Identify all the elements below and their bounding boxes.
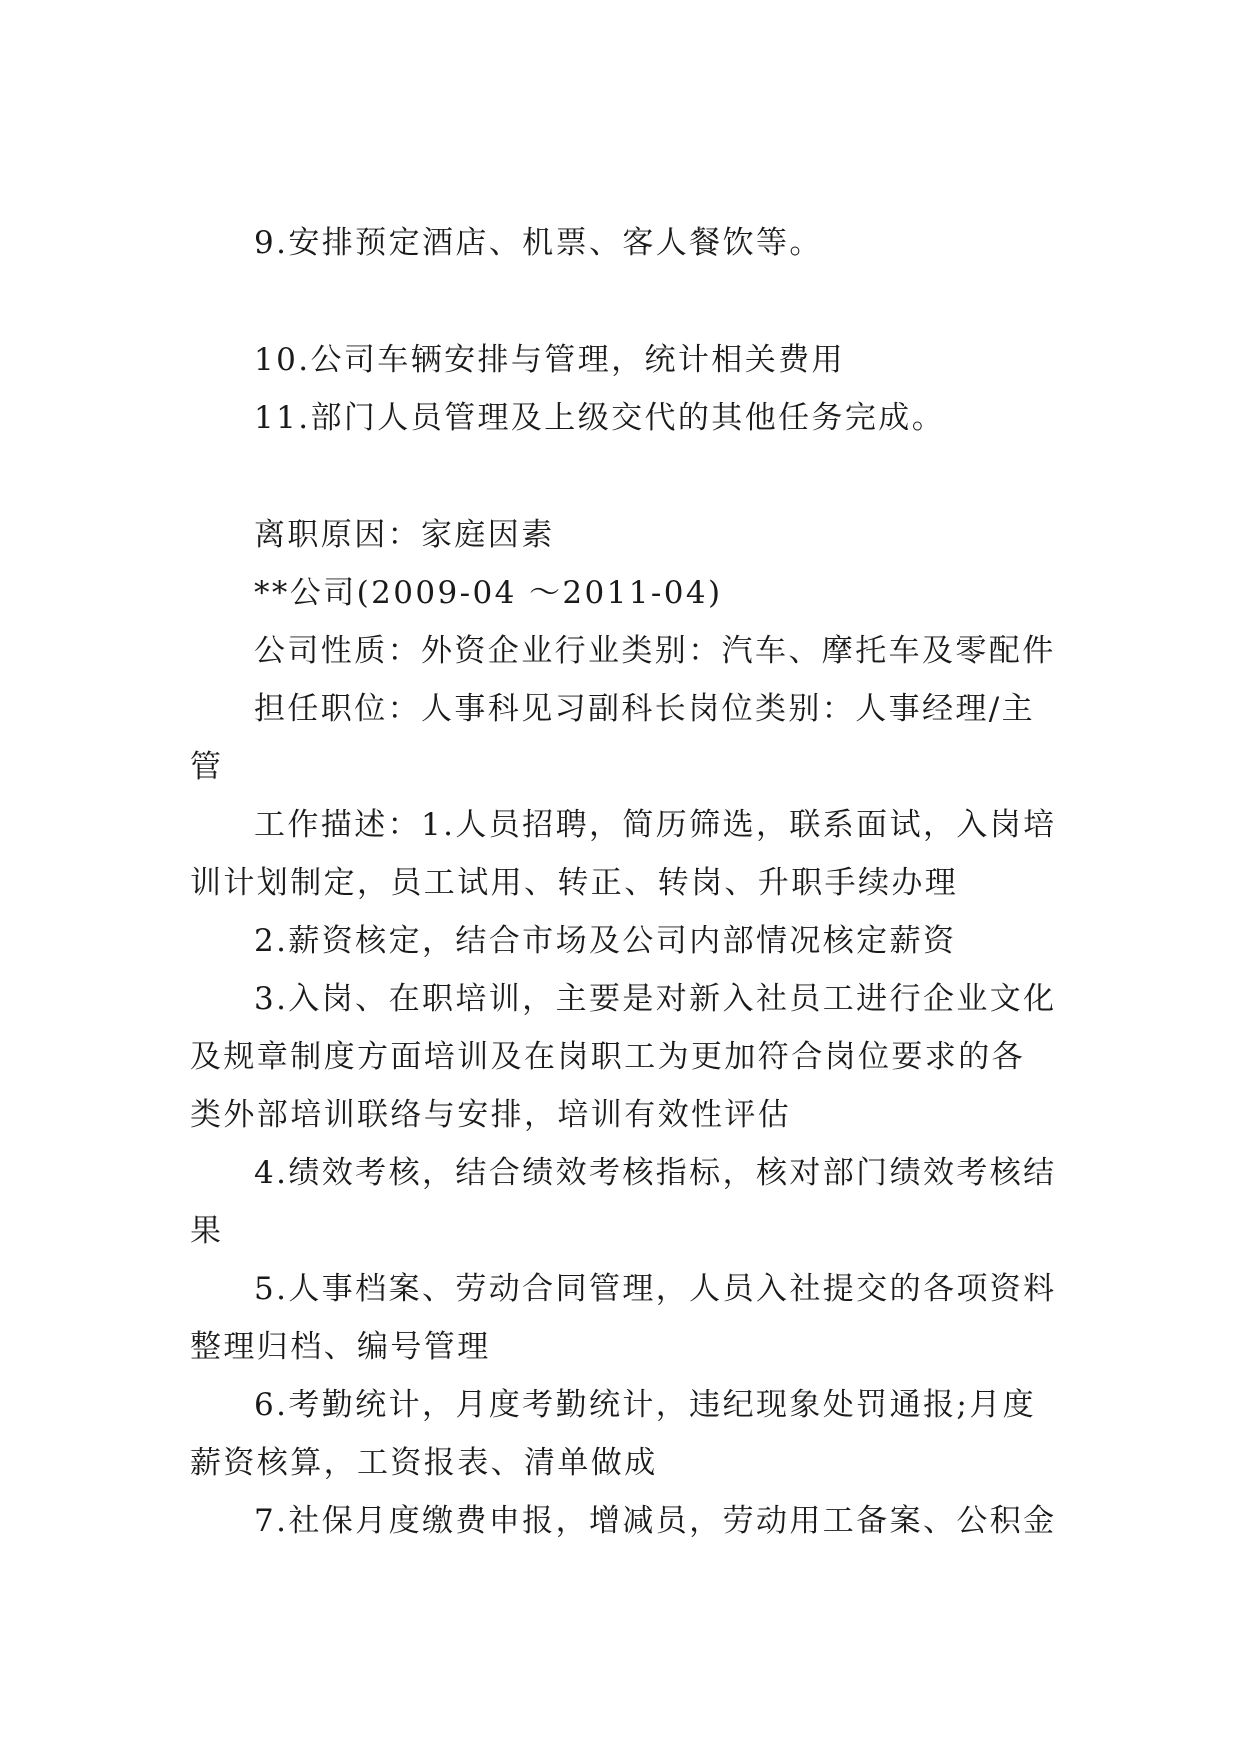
- duty-item-9: 9.安排预定酒店、机票、客人餐饮等。: [254, 225, 823, 261]
- work-item-7-line-1: 7.社保月度缴费申报，增减员，劳动用工备案、公积金: [254, 1503, 1057, 1539]
- position-line-1: 担任职位：人事科见习副科长岗位类别：人事经理/主: [254, 691, 1036, 727]
- work-item-6-line-1: 6.考勤统计，月度考勤统计，违纪现象处罚通报;月度: [254, 1387, 1037, 1423]
- leave-reason: 离职原因：家庭因素: [254, 517, 555, 553]
- work-item-3-line-2: 及规章制度方面培训及在岗职工为更加符合岗位要求的各: [190, 1039, 1025, 1075]
- work-item-5-line-1: 5.人事档案、劳动合同管理，人员入社提交的各项资料: [254, 1271, 1057, 1307]
- position-line-2: 管: [190, 749, 224, 785]
- work-item-3-line-1: 3.入岗、在职培训，主要是对新入社员工进行企业文化: [254, 981, 1057, 1017]
- job-description-line-1: 工作描述：1.人员招聘，简历筛选，联系面试，入岗培: [254, 807, 1057, 843]
- work-item-5-line-2: 整理归档、编号管理: [190, 1329, 491, 1365]
- company-period: **公司(2009-04 ～2011-04): [254, 575, 723, 611]
- duty-item-10: 10.公司车辆安排与管理，统计相关费用: [254, 342, 845, 378]
- job-description-line-2: 训计划制定，员工试用、转正、转岗、升职手续办理: [190, 865, 959, 901]
- work-item-6-line-2: 薪资核算，工资报表、清单做成: [190, 1445, 658, 1481]
- company-nature: 公司性质：外资企业行业类别：汽车、摩托车及零配件: [254, 633, 1056, 669]
- work-item-4-line-1: 4.绩效考核，结合绩效考核指标，核对部门绩效考核结: [254, 1155, 1057, 1191]
- duty-item-11: 11.部门人员管理及上级交代的其他任务完成。: [254, 400, 946, 436]
- work-item-3-line-3: 类外部培训联络与安排，培训有效性评估: [190, 1097, 792, 1133]
- work-item-4-line-2: 果: [190, 1213, 224, 1249]
- work-item-2: 2.薪资核定，结合市场及公司内部情况核定薪资: [254, 923, 957, 959]
